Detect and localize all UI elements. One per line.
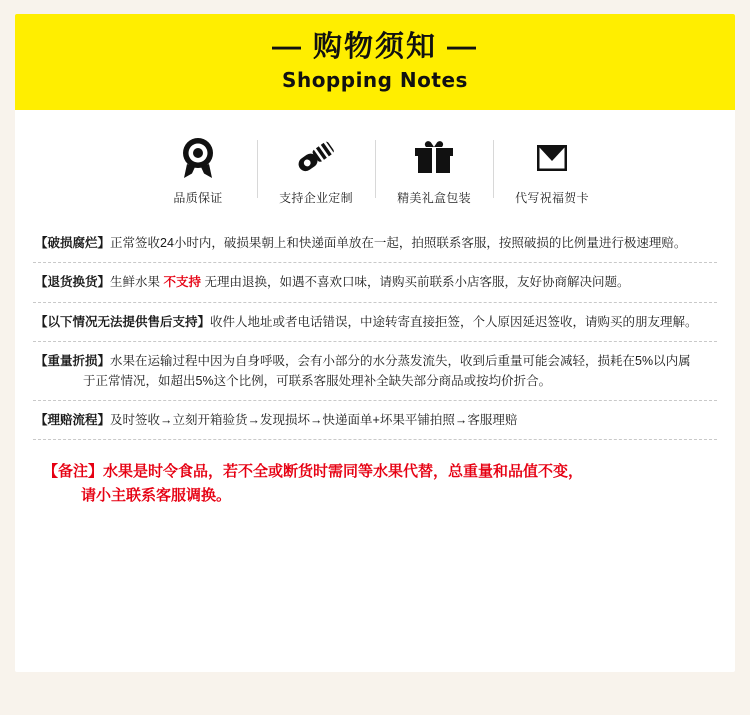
feature-label: 代写祝福贺卡 — [515, 191, 589, 205]
rule-tag: 【退货换货】 — [35, 275, 111, 290]
rule-text: 收件人地址或者电话错误，中途转寄直接拒签，个人原因延迟签收，请购买的朋友理解。 — [210, 314, 698, 329]
important-note — [43, 460, 707, 508]
rule-text: 水果在运输过程中因为自身呼吸，会有小部分的水分蒸发流失，收到后重量可能会减轻，损耗在5%以内属 — [110, 354, 691, 369]
rule-tag: 【理赔流程】 — [35, 412, 111, 427]
feature-item-quality — [139, 136, 257, 206]
note-line1: 水果是时令食品，若不全或断货时需同等水果代替，总重量和品值不变， — [103, 463, 584, 481]
shopping-notes-card — [15, 14, 735, 672]
rules-list — [15, 224, 735, 508]
feature-label: 支持企业定制 — [279, 191, 353, 205]
badge-icon — [178, 136, 218, 180]
customize-icon — [293, 136, 339, 180]
rule-text-after: 无理由退换，如遇不喜欢口味，请购买前联系小店客服，友好协商解决问题。 — [201, 275, 630, 290]
gift-box-icon — [411, 136, 457, 180]
envelope-icon — [529, 136, 575, 180]
rule-text-line2: 于正常情况，如超出5%这个比例，可联系客服处理补全缺失部分商品或按均价折合。 — [83, 373, 552, 388]
rule-highlight: 不支持 — [163, 275, 202, 290]
rule-text-before: 生鲜水果 — [110, 275, 164, 290]
note-line2: 请小主联系客服调换。 — [81, 487, 232, 505]
feature-item-greeting-card — [493, 136, 611, 206]
feature-list — [15, 110, 735, 224]
feature-item-customization — [257, 136, 375, 206]
feature-item-gift-box — [375, 136, 493, 206]
banner — [15, 14, 735, 110]
rule-item-returns — [33, 263, 717, 302]
rule-text: 正常签收24小时内，破损果朝上和快递面单放在一起，拍照联系客服，按照破损的比例量进行极速理赔。 — [110, 236, 687, 250]
rule-tag: 【以下情况无法提供售后支持】 — [35, 314, 211, 329]
rule-item-no-support — [33, 303, 717, 342]
page-title: — 购物须知 — — [271, 31, 479, 64]
rule-tag: 【重量折损】 — [35, 354, 111, 369]
rule-text: 及时签收→立刻开箱验货→发现损坏→快递面单+坏果平铺拍照→客服理赔 — [110, 412, 518, 427]
rule-item-damage — [33, 224, 717, 263]
rule-tag: 【破损腐烂】 — [35, 236, 111, 250]
rule-item-weight-loss — [33, 342, 717, 401]
feature-label: 精美礼盒包装 — [397, 191, 471, 205]
rule-item-claim-process — [33, 401, 717, 440]
page-subtitle: Shopping Notes — [282, 67, 468, 92]
note-tag: 【备注】 — [43, 463, 104, 481]
feature-label: 品质保证 — [173, 191, 223, 205]
